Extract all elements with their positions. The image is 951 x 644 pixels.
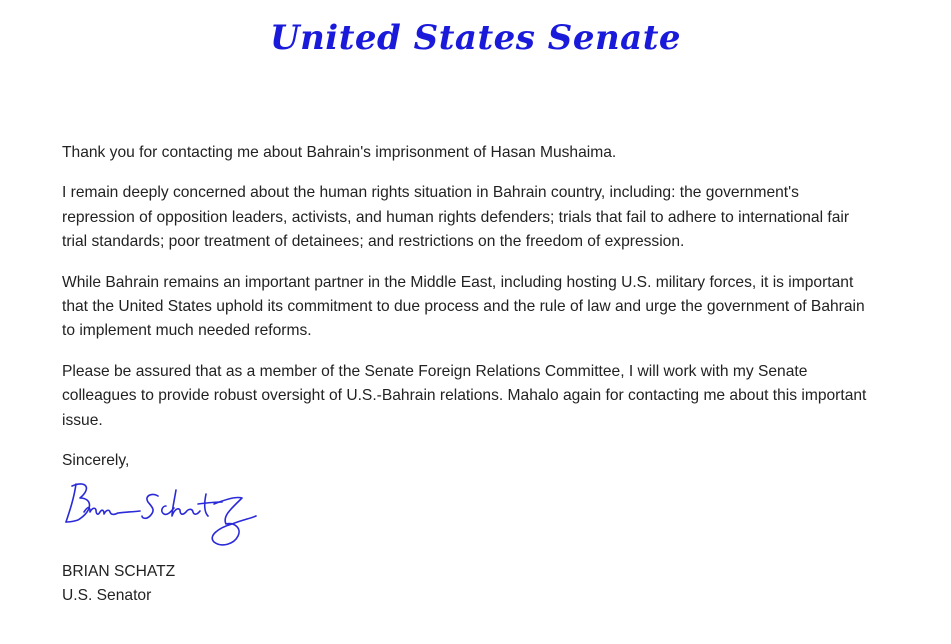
letter-paragraph-2: While Bahrain remains an important partner in the Middle East, including hosting U.S. military forces, it is important that the United States uphold its commitment to due process and the rule of law and urge the government of Bahrain to implement much needed reforms. [62,273,865,340]
letterhead-title: United States Senate [269,18,682,58]
letter-closing: Sincerely, [62,452,130,470]
letter-greeting: Thank you for contacting me about Bahrain's imprisonment of Hasan Mushaima. [62,144,617,161]
signer-name: BRIAN SCHATZ [62,563,176,580]
handwritten-signature [62,476,262,552]
signer-title: U.S. Senator [62,587,152,604]
letter-body [62,141,872,489]
letter-paragraph-1: I remain deeply concerned about the human rights situation in Bahrain country, including: the government's repression of opposition leaders, activists, and human rights defenders; trials that fail to adhere to international fair trial standards; poor treatment of detainees; and restrictions on the freedom of expression. [62,184,850,251]
letter-paragraph-3: Please be assured that as a member of the Senate Foreign Relations Committee, I will work with my Senate colleagues to provide robust oversight of U.S.-Bahrain relations. Mahalo again for contacting me about this important issue. [62,362,867,429]
signer-block [62,560,175,608]
